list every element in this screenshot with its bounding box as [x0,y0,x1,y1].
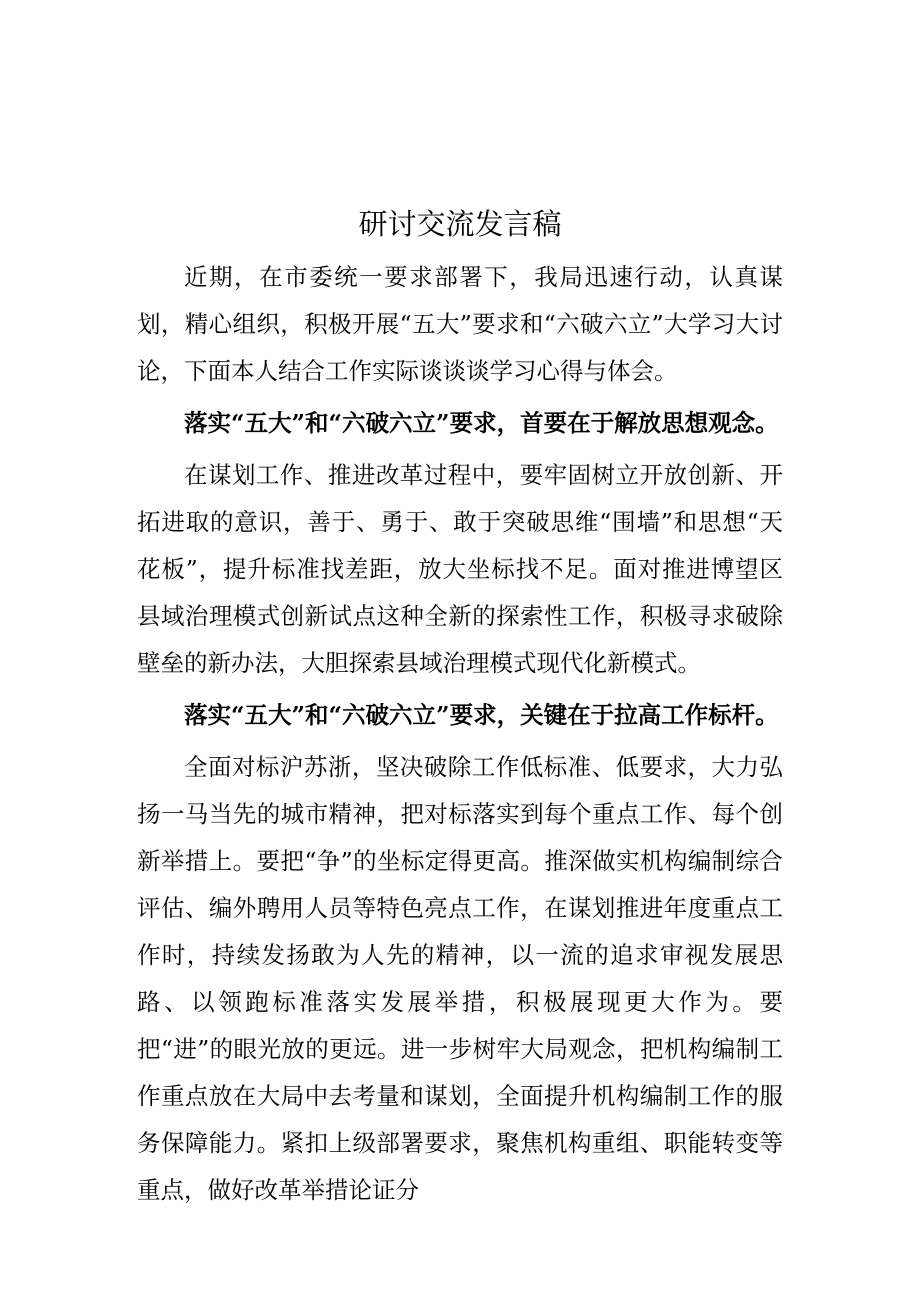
paragraph-intro: 近期，在市委统一要求部署下，我局迅速行动，认真谋划，精心组织，积极开展“五大”要求和“六破六立”大学习大讨论，下面本人结合工作实际谈谈谈学习心得与体会。 [137,263,783,385]
document-title: 研讨交流发言稿 [358,207,562,241]
section-heading-liberate-thinking: 落实“五大”和“六破六立”要求，首要在于解放思想观念。 [184,409,779,437]
section-heading-raise-benchmark: 落实“五大”和“六破六立”要求，关键在于拉高工作标杆。 [184,701,779,729]
paragraph-liberate-thinking: 在谋划工作、推进改革过程中，要牢固树立开放创新、开拓进取的意识，善于、勇于、敢于突破思维“围墙”和思想“天花板”，提升标准找差距，放大坐标找不足。面对推进博望区县域治理模式创新试点这种全新的探索性工作，积极寻求破除壁垒的新办法，大胆探索县域治理模式现代化新模式。 [137,461,783,677]
paragraph-raise-benchmark: 全面对标沪苏浙，坚决破除工作低标准、低要求，大力弘扬一马当先的城市精神，把对标落实到每个重点工作、每个创新举措上。要把“争”的坐标定得更高。推深做实机构编制综合评估、编外聘用人员等特色亮点工作，在谋划推进年度重点工作时，持续发扬敢为人先的精神，以一流的追求审视发展思路、以领跑标准落实发展举措，积极展现更大作为。要把“进”的眼光放的更远。进一步树牢大局观念，把机构编制工作重点放在大局中去考量和谋划，全面提升机构编制工作的服务保障能力。紧扣上级部署要求，聚焦机构重组、职能转变等重点，做好改革举措论证分 [137,753,783,1204]
document-body [137,254,783,1214]
